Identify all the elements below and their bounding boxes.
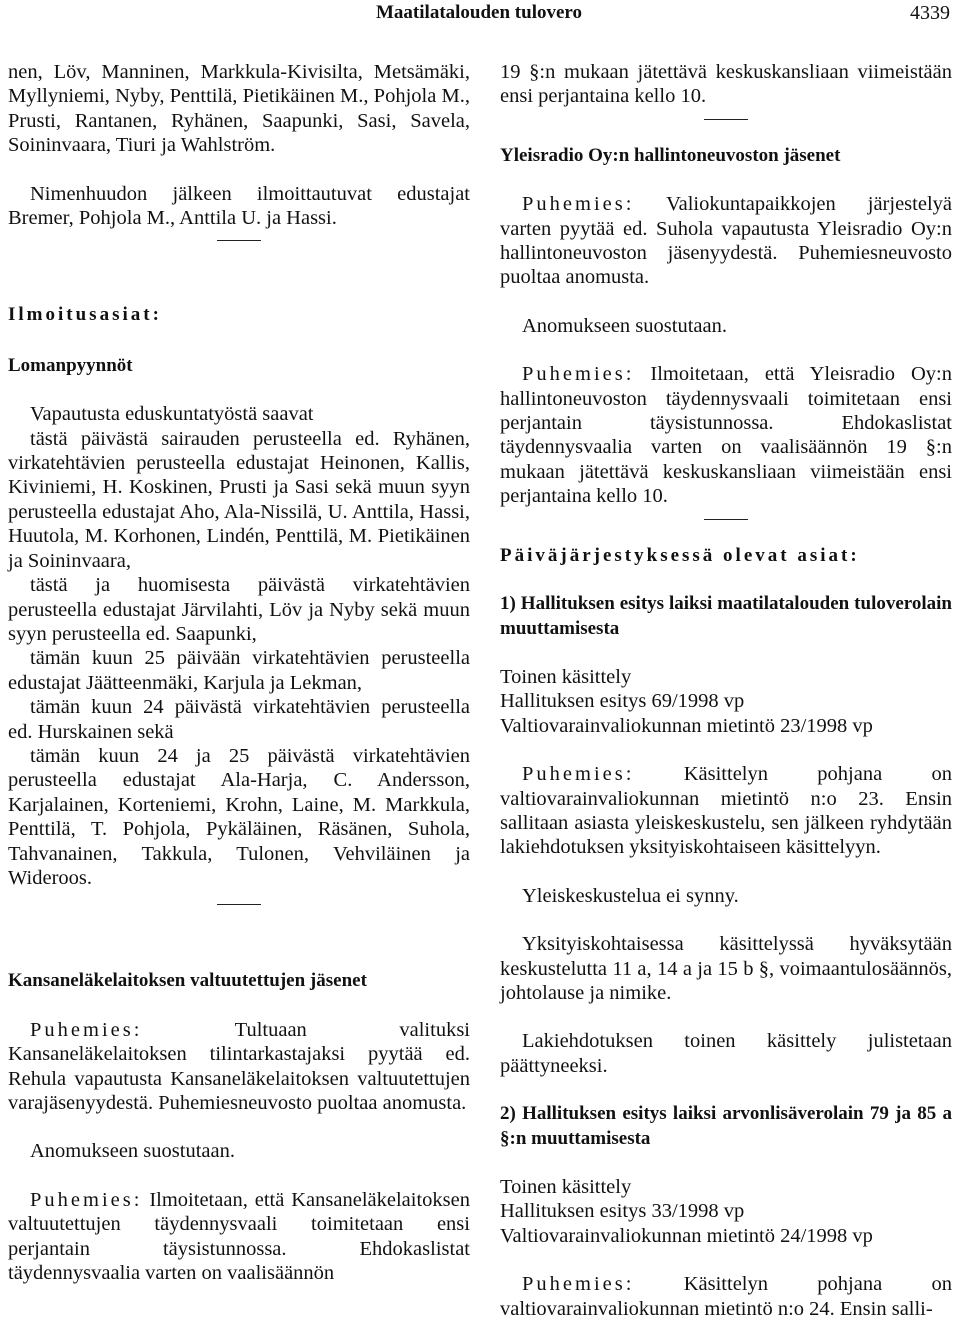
paragraph: tästä ja huomisesta päivästä virkatehtävien perusteella edustajat Järvilahti, Löv ja Nyby sekä muun syyn perusteella ed. Saapunki,: [8, 574, 470, 645]
paragraph: [500, 362, 952, 508]
paragraph: Valtiovarainvaliokunnan mietintö 24/1998 vp: [500, 1224, 873, 1247]
paragraph: [8, 1188, 470, 1286]
paragraph: Lakiehdotuksen toinen käsittely julistetaan päättyneeksi.: [500, 1030, 952, 1077]
paragraph-text: Käsittelyn pohjana on valtiovarainvaliokunnan mietintö n:o 23. Ensin sallitaan asiasta yleiskeskustelu, sen jälkeen ryhdytään lakiehdotuksen yksityiskohtaiseen käsittelyyn.: [500, 763, 953, 859]
paragraph-text: Ilmoitetaan, että Kansaneläkelaitoksen valtuutettujen täydennysvaali toimitetaan ensi perjantain täysistunnossa. Ehdokaslistat täydennysvaalia varten on vaalisäännön: [8, 1188, 470, 1285]
divider: [704, 519, 748, 520]
page-number: 4339: [910, 2, 950, 24]
paragraph: tämän kuun 24 päivästä virkatehtävien perusteella ed. Hurskainen sekä: [8, 696, 470, 743]
divider: [217, 904, 261, 905]
paragraph: 19 §:n mukaan jätettävä keskuskansliaan viimeistään ensi perjantaina kello 10.: [500, 61, 952, 108]
paragraph: [500, 1272, 952, 1321]
agenda-item-heading: 2) Hallituksen esitys laiksi arvonlisäverolain 79 ja 85 a §:n muuttamisesta: [500, 1103, 952, 1149]
paragraph: Yleiskeskustelua ei synny.: [522, 884, 739, 907]
running-header-title: Maatilatalouden tulovero: [376, 2, 583, 23]
paragraph: tästä päivästä sairauden perusteella ed. Ryhänen, virkatehtävien perusteella edustajat Heinonen, Kallis, Kiviniemi, H. Koskinen, Prusti ja Sasi sekä muun syyn perusteella edustajat Aho, Ala-Nissilä, U. Anttila, Hassi, Huutola, M. Korhonen, Lindén, Penttilä, M. Pietikäinen ja Soininvaara,: [8, 427, 470, 572]
paragraph: tämän kuun 25 päivään virkatehtävien perusteella edustajat Jäätteenmäki, Karjula ja Lekman,: [8, 647, 470, 694]
paragraph: Nimenhuudon jälkeen ilmoittautuvat edustajat Bremer, Pohjola M., Anttila U. ja Hassi.: [8, 182, 470, 230]
divider: [704, 119, 748, 120]
speaker-label: Puhemies:: [522, 363, 635, 386]
paragraph: Anomukseen suostutaan.: [522, 314, 727, 337]
right-column: [500, 60, 952, 1321]
paragraph-text: Tultuaan valituksi Kansaneläkelaitoksen tilintarkastajaksi pyytää ed. Rehula vapautusta Kansaneläkelaitoksen valtuutettujen varajäsenyydestä. Puhemiesneuvosto puoltaa anomusta.: [8, 1018, 470, 1114]
paragraph: Yksityiskohtaisessa käsittelyssä hyväksytään keskustelutta 11 a, 14 a ja 15 b §, voimaantulosäännös, johtolause ja nimike.: [500, 933, 952, 1004]
paragraph: Toinen käsittely: [500, 1176, 632, 1198]
paragraph: Vapautusta eduskuntatyöstä saavat: [30, 403, 314, 426]
paragraph: [8, 1018, 470, 1116]
subsection-heading: Lomanpyynnöt: [8, 354, 133, 376]
subsection-heading: Kansaneläkelaitoksen valtuutettujen jäsenet: [8, 970, 367, 992]
paragraph-text: Ilmoitetaan, että Yleisradio Oy:n hallintoneuvoston täydennysvaali toimitetaan ensi perjantain täysistunnossa. Ehdokaslistat täydennysvaalia varten on vaalisäännön 19 §:n mukaan jätettävä keskuskansliaan viimeistään ensi perjantaina kello 10.: [500, 363, 952, 508]
paragraph: tämän kuun 24 ja 25 päivästä virkatehtävien perusteella edustajat Ala-Harja, C. Andersson, Karjalainen, Korteniemi, Krohn, Laine, M. Markkula, Penttilä, T. Pohjola, Pykäläinen, Räsänen, Suhola, Tahvanainen, Takkula, Tulonen, Vehviläinen ja Wideroos.: [8, 744, 470, 889]
speaker-label: Puhemies:: [30, 1188, 143, 1211]
paragraph: Hallituksen esitys 69/1998 vp: [500, 690, 745, 713]
speaker-label: Puhemies:: [522, 193, 635, 216]
section-heading: Ilmoitusasiat:: [8, 304, 162, 326]
paragraph-text: Käsittelyn pohjana on valtiovarainvaliokunnan mietintö n:o 24. Ensin salli-: [500, 1273, 953, 1320]
paragraph: Anomukseen suostutaan.: [30, 1140, 235, 1163]
paragraph: [500, 192, 952, 290]
left-column: [8, 60, 470, 1285]
paragraph: [500, 762, 952, 860]
paragraph: Hallituksen esitys 33/1998 vp: [500, 1200, 745, 1223]
paragraph: Valtiovarainvaliokunnan mietintö 23/1998 vp: [500, 714, 873, 737]
agenda-item-heading: 1) Hallituksen esitys laiksi maatilatalouden tuloverolain muuttamisesta: [500, 593, 952, 639]
section-heading: Päiväjärjestyksessä olevat asiat:: [500, 544, 860, 566]
speaker-label: Puhemies:: [30, 1018, 143, 1041]
speaker-label: Puhemies:: [522, 1273, 635, 1296]
paragraph: nen, Löv, Manninen, Markkula-Kivisilta, Metsämäki, Myllyniemi, Nyby, Penttilä, Pietikäinen M., Pohjola M., Prusti, Rantanen, Ryhänen, Saapunki, Sasi, Savela, Soininvaara, Tiuri ja Wahlström.: [8, 61, 470, 157]
paragraph-text: Valiokuntapaikkojen järjestelyä varten pyytää ed. Suhola vapautusta Yleisradio Oy:n hallintoneuvoston jäsenyydestä. Puhemiesneuvosto puoltaa anomusta.: [500, 193, 952, 289]
subsection-heading: Yleisradio Oy:n hallintoneuvoston jäsenet: [500, 144, 841, 166]
divider: [217, 240, 261, 241]
paragraph: Toinen käsittely: [500, 665, 632, 688]
speaker-label: Puhemies:: [522, 763, 635, 786]
